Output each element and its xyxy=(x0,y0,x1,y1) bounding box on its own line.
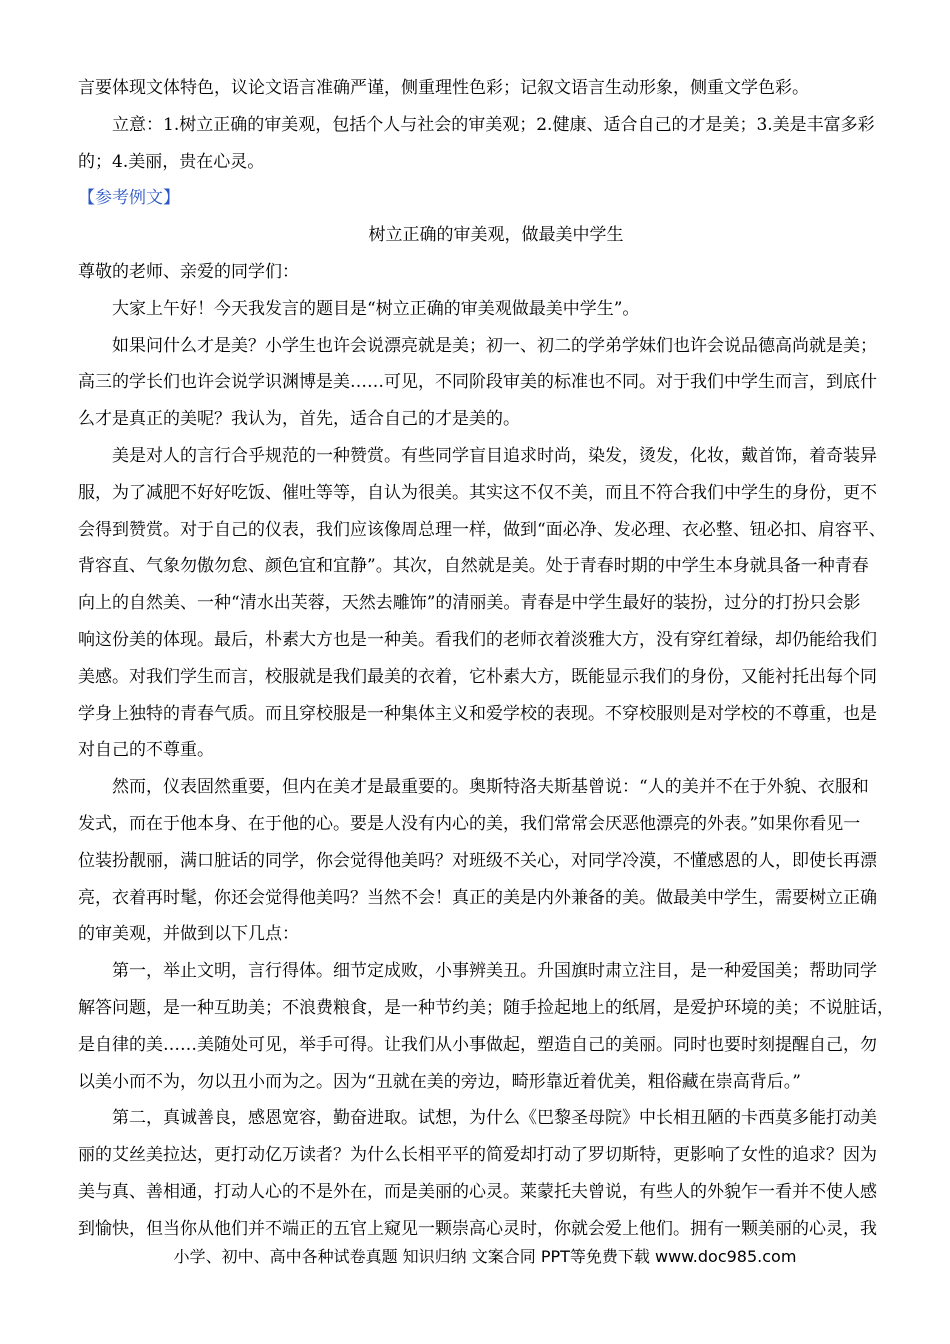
paragraph-line: 背容直、气象勿傲勿怠、颜色宜和宜静”。其次，自然就是美。处于青春时期的中学生本身就具备一种青春 xyxy=(78,556,869,577)
paragraph-line: 解答问题，是一种互助美；不浪费粮食，是一种节约美；随手捡起地上的纸屑，是爱护环境的美；不说脏话， xyxy=(78,997,894,1018)
paragraph-line: 如果问什么才是美？小学生也许会说漂亮就是美；初一、初二的学弟学妹们也许会说品德高尚就是美； xyxy=(112,335,877,356)
paragraph-line: 向上的自然美、一种“清水出芙蓉，天然去雕饰”的清丽美。青春是中学生最好的装扮，过分的打扮只会影 xyxy=(78,593,861,614)
paragraph-line: 位装扮靓丽，满口脏话的同学，你会觉得他美吗？对班级不关心，对同学冷漠，不懂感恩的人，即使长再漂 xyxy=(78,850,877,871)
paragraph-line: 会得到赞赏。对于自己的仪表，我们应该像周总理一样，做到“面必净、发必理、衣必整、钮必扣、肩容平、 xyxy=(78,519,886,540)
paragraph-line: 对自己的不尊重。 xyxy=(78,740,214,761)
document-body xyxy=(78,70,894,1248)
paragraph-line: 是自律的美……美随处可见，举手可得。让我们从小事做起，塑造自己的美丽。同时也要时刻提醒自己，勿 xyxy=(78,1034,877,1055)
paragraph-line: 的审美观，并做到以下几点： xyxy=(78,924,299,945)
paragraph-line: 美感。对我们学生而言，校服就是我们最美的衣着，它朴素大方，既能显示我们的身份，又能衬托出每个同 xyxy=(78,666,877,687)
paragraph-line: 亮，衣着再时髦，你还会觉得他美吗？当然不会！真正的美是内外兼备的美。做最美中学生，需要树立正确 xyxy=(78,887,877,908)
essay-title: 树立正确的审美观，做最美中学生 xyxy=(368,225,624,246)
paragraph-line: 第一，举止文明，言行得体。细节定成败，小事辨美丑。升国旗时肃立注目，是一种爱国美；帮助同学 xyxy=(112,961,877,982)
paragraph-line: 学身上独特的青春气质。而且穿校服是一种集体主义和爱学校的表现。不穿校服则是对学校的不尊重，也是 xyxy=(78,703,877,724)
paragraph-line: 大家上午好！今天我发言的题目是“树立正确的审美观做最美中学生”。 xyxy=(112,298,640,319)
paragraph-line: 以美小而不为，勿以丑小而为之。因为“丑就在美的旁边，畸形靠近着优美，粗俗藏在崇高背后。” xyxy=(78,1071,801,1092)
paragraph-line: 高三的学长们也许会说学识渊博是美……可见，不同阶段审美的标准也不同。对于我们中学生而言，到底什 xyxy=(78,372,877,393)
paragraph-line: 美是对人的言行合乎规范的一种赞赏。有些同学盲目追求时尚，染发，烫发，化妆，戴首饰，着奇装异 xyxy=(112,445,877,466)
paragraph-line: 的；4.美丽，贵在心灵。 xyxy=(78,151,265,172)
paragraph-line: 第二，真诚善良，感恩宽容，勤奋进取。试想，为什么《巴黎圣母院》中长相丑陋的卡西莫多能打动美 xyxy=(112,1108,877,1129)
page-footer: 小学、初中、高中各种试卷真题 知识归纳 文案合同 PPT等免费下载 www.doc985.com xyxy=(173,1247,797,1266)
section-tag: 【参考例文】 xyxy=(78,188,180,209)
paragraph-line: 到愉快，但当你从他们并不端正的五官上窥见一颗崇高心灵时，你就会爱上他们。拥有一颗美丽的心灵，我 xyxy=(78,1218,877,1239)
paragraph-line: 发式，而在于他本身、在于他的心。要是人没有内心的美，我们常常会厌恶他漂亮的外表。”如果你看见一 xyxy=(78,813,861,834)
paragraph-line: 言要体现文体特色，议论文语言准确严谨，侧重理性色彩；记叙文语言生动形象，侧重文学色彩。 xyxy=(78,78,809,98)
paragraph-line: 美与真、善相通，打动人心的不是外在，而是美丽的心灵。莱蒙托夫曾说，有些人的外貌乍一看并不使人感 xyxy=(78,1181,877,1202)
paragraph-line: 立意：1.树立正确的审美观，包括个人与社会的审美观；2.健康、适合自己的才是美；3.美是丰富多彩 xyxy=(112,114,875,135)
paragraph-line: 响这份美的体现。最后，朴素大方也是一种美。看我们的老师衣着淡雅大方，没有穿红着绿，却仍能给我们 xyxy=(78,629,877,650)
paragraph-line: 么才是真正的美呢？我认为，首先，适合自己的才是美的。 xyxy=(78,409,520,430)
salutation: 尊敬的老师、亲爱的同学们： xyxy=(78,261,299,282)
paragraph-line: 服，为了减肥不好好吃饭、催吐等等，自认为很美。其实这不仅不美，而且不符合我们中学生的身份，更不 xyxy=(78,482,877,503)
paragraph-line: 丽的艾丝美拉达，更打动亿万读者？为什么长相平平的简爱却打动了罗切斯特，更影响了女性的追求？因为 xyxy=(78,1145,877,1166)
paragraph-line: 然而，仪表固然重要，但内在美才是最重要的。奥斯特洛夫斯基曾说：“人的美并不在于外貌、衣服和 xyxy=(112,777,869,798)
